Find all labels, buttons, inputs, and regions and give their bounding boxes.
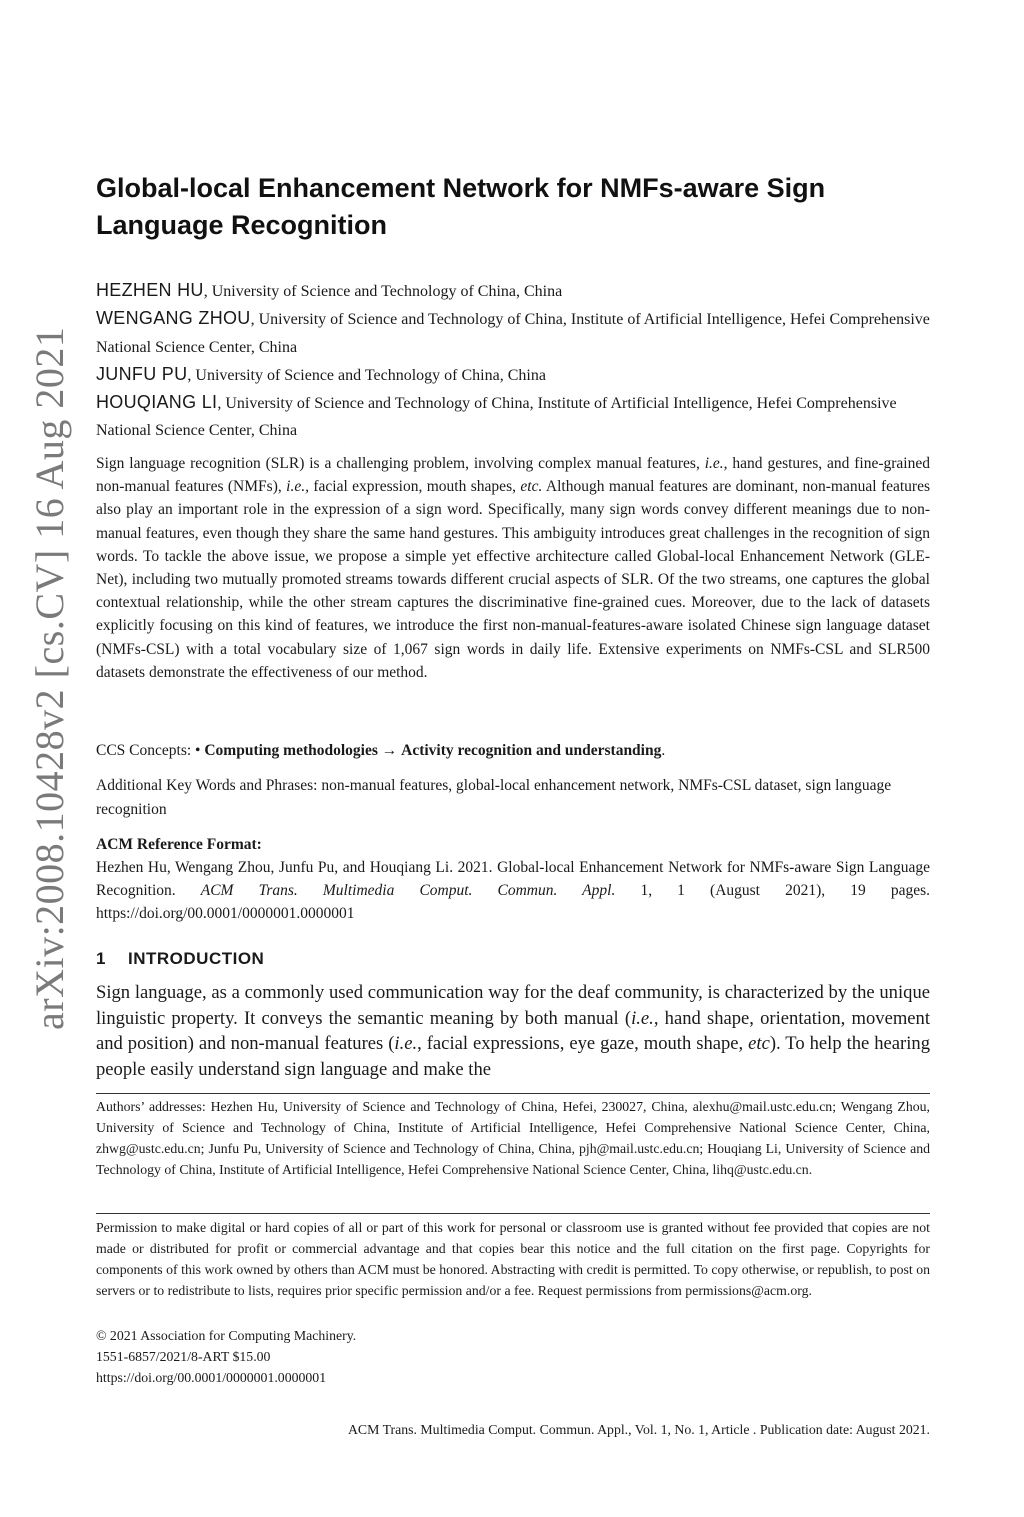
author-name: WENGANG ZHOU xyxy=(96,308,251,329)
permission-notice: Permission to make digital or hard copies of all or part of this work for personal or classroom use is granted without fee provided that copies are not made or distributed for profit or commercial advantage and that copies bear this notice and the full citation on the first page. Copyrights for components of this work owned by others than ACM must be honored. Abstracting with credit is permitted. To copy otherwise, or republish, to post on servers or to redistribute to lists, requires prior specific permission and/or a fee. Request permissions from permissions@acm.org. xyxy=(96,1220,930,1298)
author-list xyxy=(96,277,932,445)
abstract: Sign language recognition (SLR) is a challenging problem, involving complex manual features, i.e., hand gestures, and fine-grained non-manual features (NMFs), i.e., facial expression, mouth shapes, etc. Although manual features are dominant, non-manual features also play an important role in the expression of a sign word. Specifically, many sign words convey different meanings due to non-manual features, even though they share the same hand gestures. This ambiguity introduces great challenges in the recognition of sign words. To tackle the above issue, we propose a simple yet effective architecture called Global-local Enhancement Network (GLE-Net), including two mutually promoted streams towards different crucial aspects of SLR. Of the two streams, one captures the global contextual relationship, while the other stream captures the discriminative fine-grained cues. Moreover, due to the lack of datasets explicitly focusing on this kind of features, we introduce the first non-manual-features-aware isolated Chinese sign language dataset (NMFs-CSL) with a total vocabulary size of 1,067 sign words in daily life. Extensive experiments on NMFs-CSL and SLR500 datasets demonstrate the effectiveness of our method. xyxy=(96,455,930,681)
author-addresses: Authors’ addresses: Hezhen Hu, University of Science and Technology of China, Hefei, 230027, China, alexhu@mail.ustc.edu.cn; Wengang Zhou, University of Science and Technology of China, Institute of Artificial Intelligence, Hefei Comprehensive National Science Center, China, zhwg@ustc.edu.cn; Junfu Pu, University of Science and Technology of China, China, pjh@mail.ustc.edu.cn; Houqiang Li, University of Science and Technology of China, Institute of Artificial Intelligence, Hefei Comprehensive National Science Center, China, lihq@ustc.edu.cn. xyxy=(96,1099,930,1177)
footnote-rule xyxy=(96,1093,930,1094)
intro-paragraph: Sign language, as a commonly used communication way for the deaf community, is characterized by the unique linguistic property. It conveys the semantic meaning by both manual (i.e., hand shape, orientation, movement and position) and non-manual features (i.e., facial expressions, eye gaze, mouth shape, etc). To help the hearing people easily understand sign language and make the xyxy=(96,982,930,1080)
acm-reference-body: Hezhen Hu, Wengang Zhou, Junfu Pu, and Houqiang Li. 2021. Global-local Enhancement Network for NMFs-aware Sign Language Recognition. ACM Trans. Multimedia Comput. Commun. Appl. 1, 1 (August 2021), 19 pages. https://doi.org/00.0001/0000001.0000001 xyxy=(96,859,930,922)
author-name: HOUQIANG LI xyxy=(96,392,218,413)
author-affiliation: University of Science and Technology of China, Institute of Artificial Intelligence, Hefei Comprehensive National Science Center, China xyxy=(96,395,897,440)
arxiv-stamp: arXiv:2008.10428v2 [cs.CV] 16 Aug 2021 xyxy=(27,326,72,1030)
author-entry: JUNFU PU, University of Science and Technology of China, China xyxy=(96,363,546,384)
author-name: HEZHEN HU xyxy=(96,280,204,300)
doi-link[interactable]: https://doi.org/00.0001/0000001.0000001 xyxy=(96,1370,327,1385)
section-heading: 1 INTRODUCTION xyxy=(96,949,265,968)
permission-rule xyxy=(96,1213,930,1214)
keywords: Additional Key Words and Phrases: non-manual features, global-local enhancement network, NMFs-CSL dataset, sign language recognition xyxy=(96,777,892,818)
author-affiliation: University of Science and Technology of China, China xyxy=(195,366,546,384)
page-footer: ACM Trans. Multimedia Comput. Commun. Appl., Vol. 1, No. 1, Article . Publication date: August 2021. xyxy=(347,1422,930,1437)
author-name: JUNFU PU xyxy=(96,363,188,384)
author-affiliation: University of Science and Technology of China, Institute of Artificial Intelligence, Hefei Comprehensive National Science Center, China xyxy=(96,311,930,356)
author-entry: WENGANG ZHOU, University of Science and Technology of China, Institute of Artificial Intelligence, Hefei Comprehensive National Science Center, China xyxy=(96,308,930,356)
copyright-line: © 2021 Association for Computing Machinery. xyxy=(96,1328,357,1343)
acm-reference-heading: ACM Reference Format: xyxy=(96,836,262,853)
ccs-concepts: CCS Concepts: • Computing methodologies → Activity recognition and understanding. xyxy=(96,742,666,759)
issn-line: 1551-6857/2021/8-ART $15.00 xyxy=(96,1349,271,1364)
author-affiliation: University of Science and Technology of China, China xyxy=(211,283,563,300)
author-entry: HOUQIANG LI, University of Science and Technology of China, Institute of Artificial Intelligence, Hefei Comprehensive National Science Center, China xyxy=(96,392,897,440)
paper-title: Global-local Enhancement Network for NMFs-aware Sign Language Recognition xyxy=(96,173,826,240)
author-entry: HEZHEN HU, University of Science and Technology of China, China xyxy=(96,280,563,300)
